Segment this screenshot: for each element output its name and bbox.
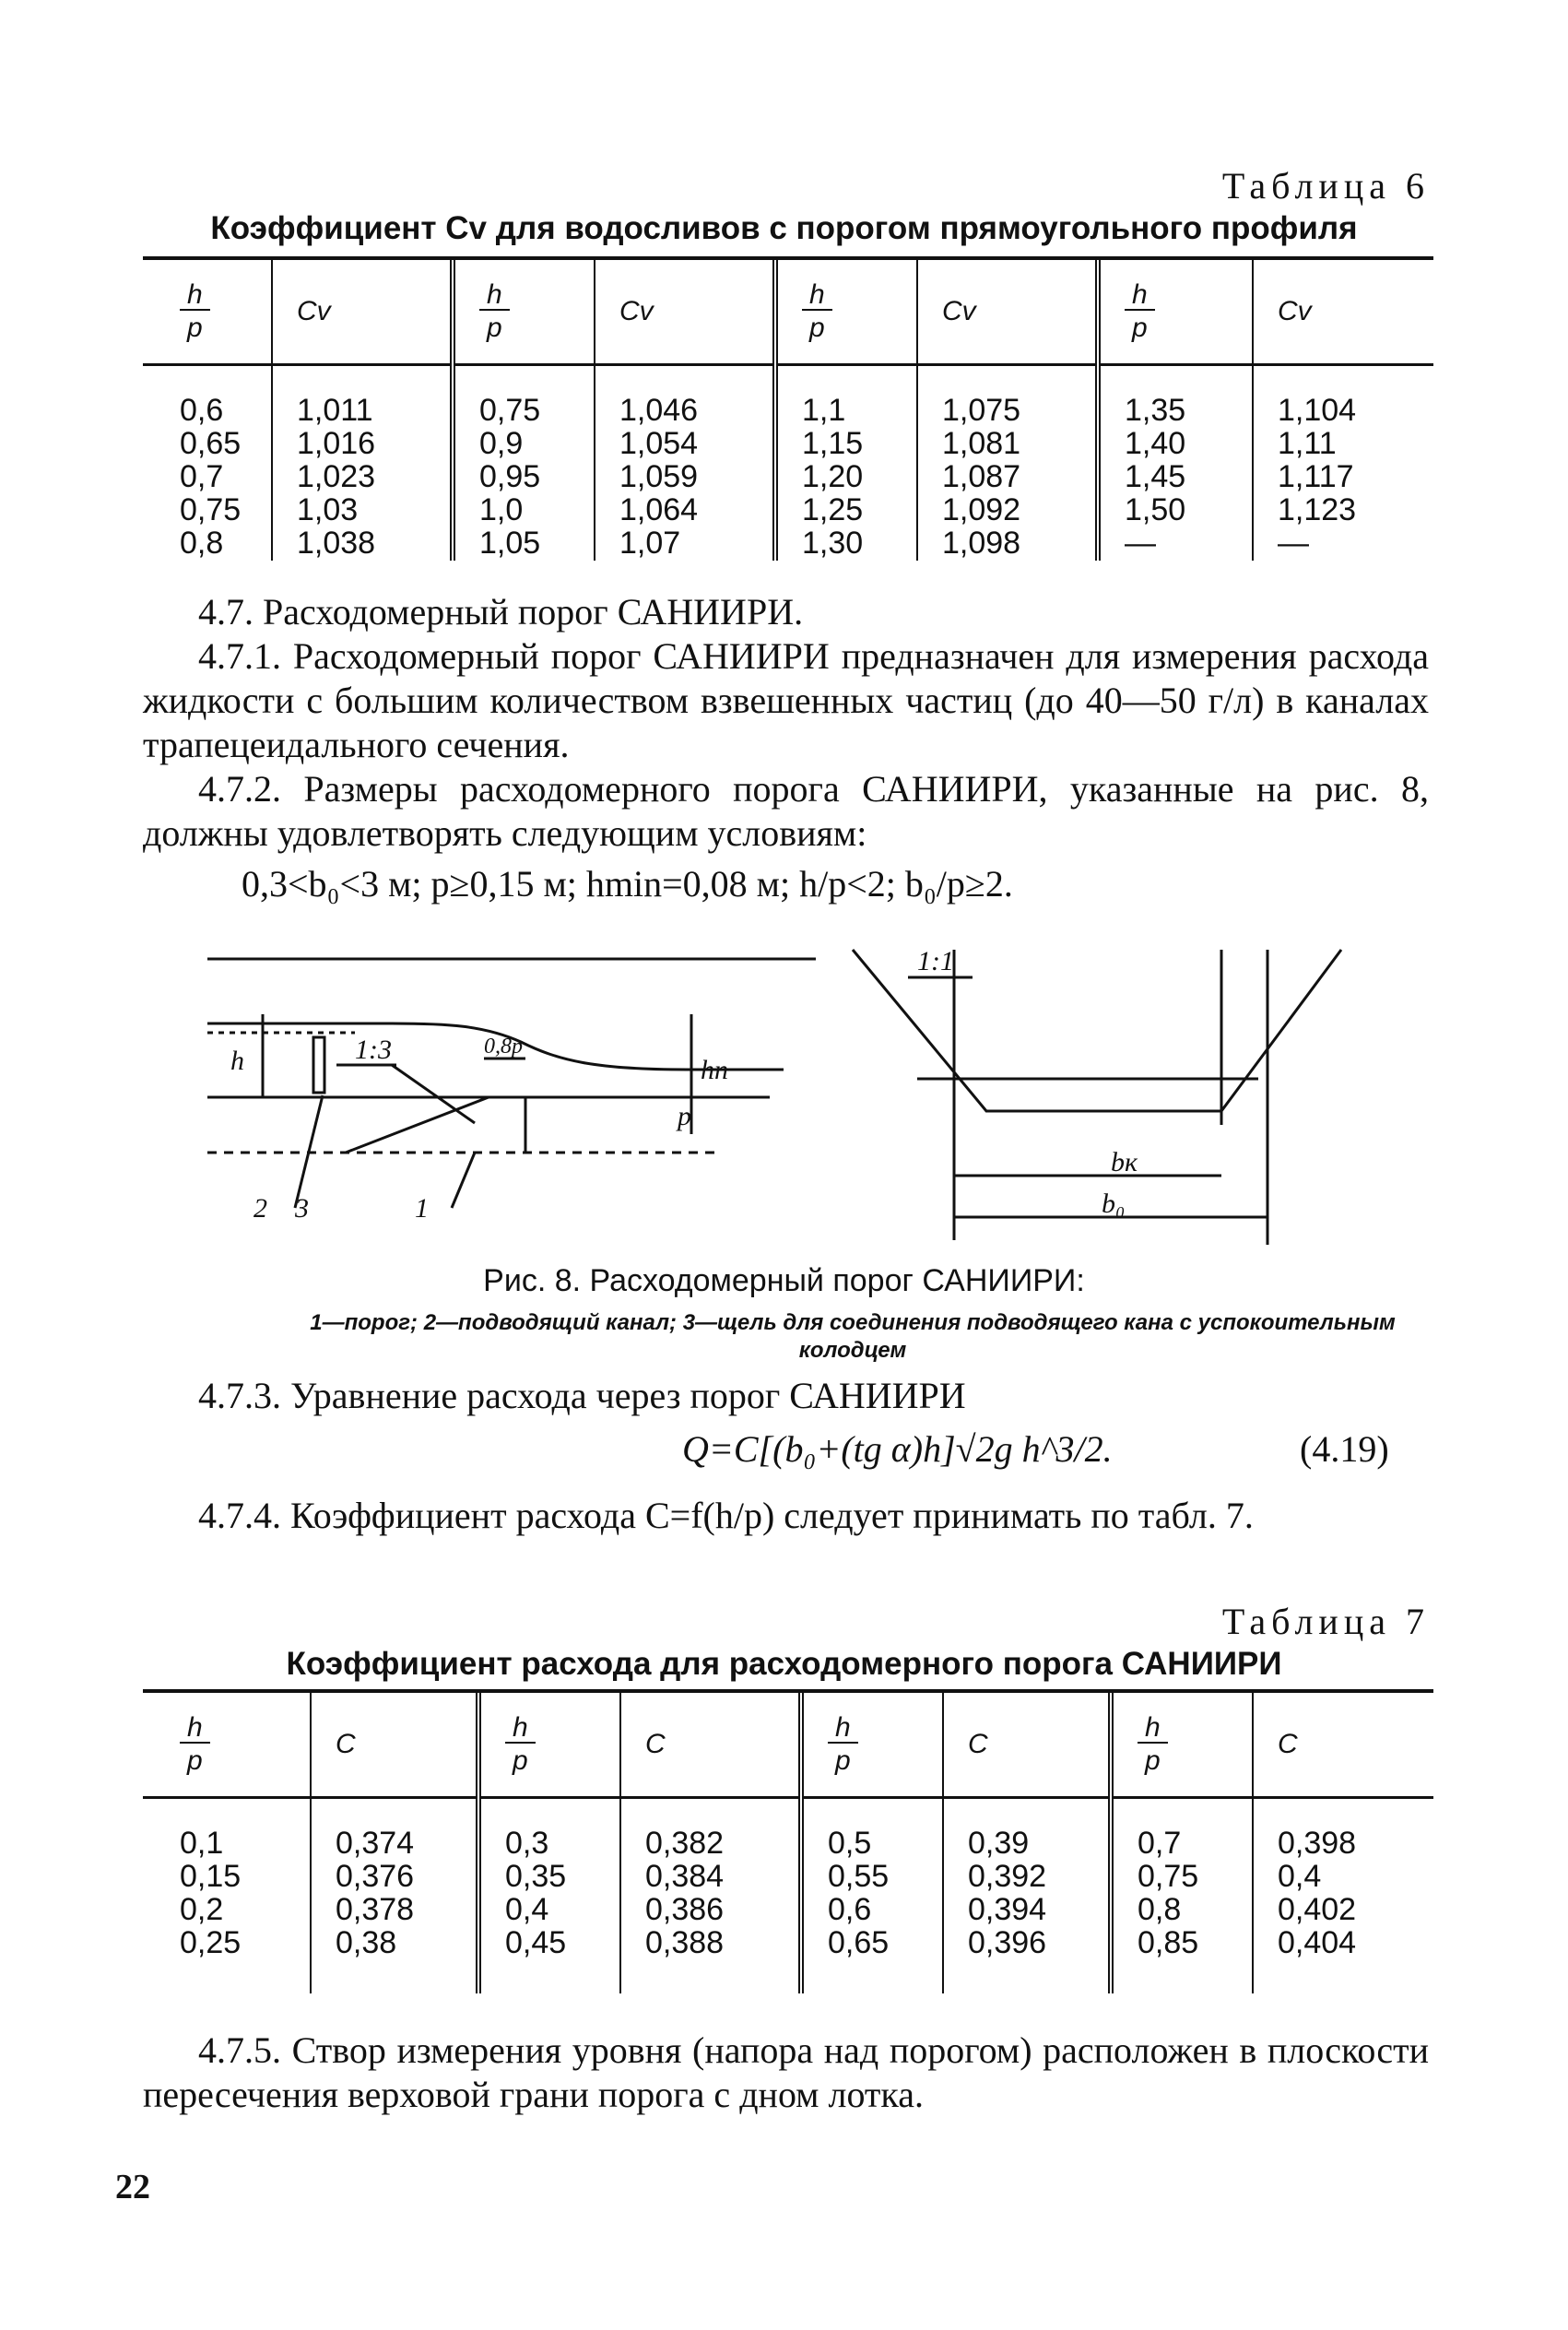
figure-caption: Рис. 8. Расходомерный порог САНИИРИ: [483, 1263, 1085, 1298]
table6-body-row [143, 365, 1433, 562]
table7-col: 0,5 0,55 0,6 0,65 [801, 1798, 943, 1994]
label-3: 3 [295, 1193, 309, 1224]
table7-col: 0,382 0,384 0,386 0,388 [620, 1798, 801, 1994]
table6-col: 1,35 1,40 1,45 1,50 — [1098, 365, 1253, 562]
para-4-7-5: 4.7.5. Створ измерения уровня (напора над порогом) расположен в плоскости пересечения верховой грани порога с дном лотка. [143, 2029, 1429, 2115]
table6-col: 0,75 0,9 0,95 1,0 1,05 [453, 365, 595, 562]
label-p08: 0,8p [484, 1035, 523, 1059]
para-4-7-4: 4.7.4. Коэффициент расхода C=f(h/p) следует принимать по табл. 7. [198, 1495, 1254, 1536]
table7 [143, 1693, 1433, 1993]
label-bk: bк [1111, 1147, 1138, 1177]
figure-legend: 1—порог; 2—подводящий канал; 3—щель для соединения подводящего кана с успокоительным колодцем [310, 1310, 1396, 1363]
table7-col: 0,39 0,392 0,394 0,396 [943, 1798, 1111, 1994]
leader-1 [452, 1153, 475, 1208]
para-4-7-2: 4.7.2. Размеры расходомерного порога САНИИРИ, указанные на рис. 8, должны удовлетворять следующим условиям: [143, 768, 1429, 854]
threshold-profile [346, 1097, 525, 1153]
conditions-formula: 0,3<b₀<3 м; p≥0,15 м; hmin=0,08 м; h/p<2; b₀/p≥2. [242, 863, 1013, 905]
table7-header-c: C [1278, 1729, 1298, 1759]
well-slot [313, 1037, 324, 1093]
para-4-7-3: 4.7.3. Уравнение расхода через порог САНИИРИ [198, 1375, 966, 1416]
table7-header-hp: $\frac{h}{p}$ [828, 1714, 858, 1775]
table6-header-cv: Cv [619, 296, 654, 326]
table6-caption: Таблица 6 [1221, 165, 1430, 207]
label-h: h [230, 1046, 244, 1076]
table7-col: 0,1 0,15 0,2 0,25 [180, 1826, 242, 1960]
table6 [143, 260, 1433, 561]
label-p: p [678, 1101, 691, 1131]
table6-header-hp: $\frac{h}{p}$ [1125, 281, 1155, 342]
table6-header-hp: $\frac{h}{p}$ [479, 281, 510, 342]
table6-col: 0,6 0,65 0,7 0,75 0,8 [180, 393, 242, 561]
label-1: 1 [415, 1193, 429, 1224]
slope-leader [392, 1065, 475, 1123]
table7-caption: Таблица 7 [1221, 1601, 1430, 1642]
table6-title: Коэффициент Cv для водосливов с порогом прямоугольного профиля [210, 210, 1358, 246]
label-2: 2 [253, 1193, 267, 1224]
table6-col: 1,075 1,081 1,087 1,092 1,098 [917, 365, 1098, 562]
table7-body-row [143, 1798, 1433, 1994]
table6-header-cv: Cv [1278, 296, 1312, 326]
formula-number: (4.19) [1300, 1428, 1389, 1470]
table7-header-c: C [645, 1729, 666, 1759]
table7-header-hp: $\frac{h}{p}$ [505, 1714, 536, 1775]
figure-8 [207, 940, 1360, 1254]
para-4-7: 4.7. Расходомерный порог САНИИРИ. [198, 591, 804, 633]
label-slope13: 1:3 [355, 1035, 392, 1065]
table6-col: 1,1 1,15 1,20 1,25 1,30 [775, 365, 917, 562]
table6-header-cv: Cv [942, 296, 976, 326]
table6-col: 1,011 1,016 1,023 1,03 1,038 [272, 365, 453, 562]
table7-col: 0,3 0,35 0,4 0,45 [478, 1798, 620, 1994]
table6-header-hp: $\frac{h}{p}$ [802, 281, 832, 342]
table6-header-row [143, 260, 1433, 365]
table6-header-cv: Cv [297, 296, 331, 326]
label-hn: hп [701, 1055, 728, 1085]
table7-header-c: C [336, 1729, 356, 1759]
table7-col: 0,7 0,75 0,8 0,85 [1111, 1798, 1253, 1994]
table7-header-c: C [968, 1729, 988, 1759]
para-4-7-1: 4.7.1. Расходомерный порог САНИИРИ предназначен для измерения расхода жидкости с большим количеством взвешенных частиц (до 40—50 г/л) в каналах трапецеидального сечения. [143, 635, 1429, 765]
table6-col: 1,046 1,054 1,059 1,064 1,07 [595, 365, 775, 562]
table7-header-row [143, 1693, 1433, 1798]
table6-header-hp: $\frac{h}{p}$ [180, 281, 210, 342]
label-slope11: 1:1 [917, 946, 954, 976]
flow-formula: Q=C[(b₀+(tg α)h]√2g h^3/2. [682, 1428, 1113, 1470]
page-number: 22 [115, 2168, 150, 2206]
table7-col: 0,398 0,4 0,402 0,404 [1253, 1798, 1433, 1994]
table7-header-hp: $\frac{h}{p}$ [180, 1714, 210, 1775]
table7-col: 0,374 0,376 0,378 0,38 [311, 1798, 478, 1994]
table7-header-hp: $\frac{h}{p}$ [1138, 1714, 1168, 1775]
table6-col: 1,104 1,11 1,117 1,123 — [1253, 365, 1433, 562]
table7-title: Коэффициент расхода для расходомерного порога САНИИРИ [286, 1646, 1282, 1682]
label-b0: b₀ [1102, 1189, 1126, 1219]
